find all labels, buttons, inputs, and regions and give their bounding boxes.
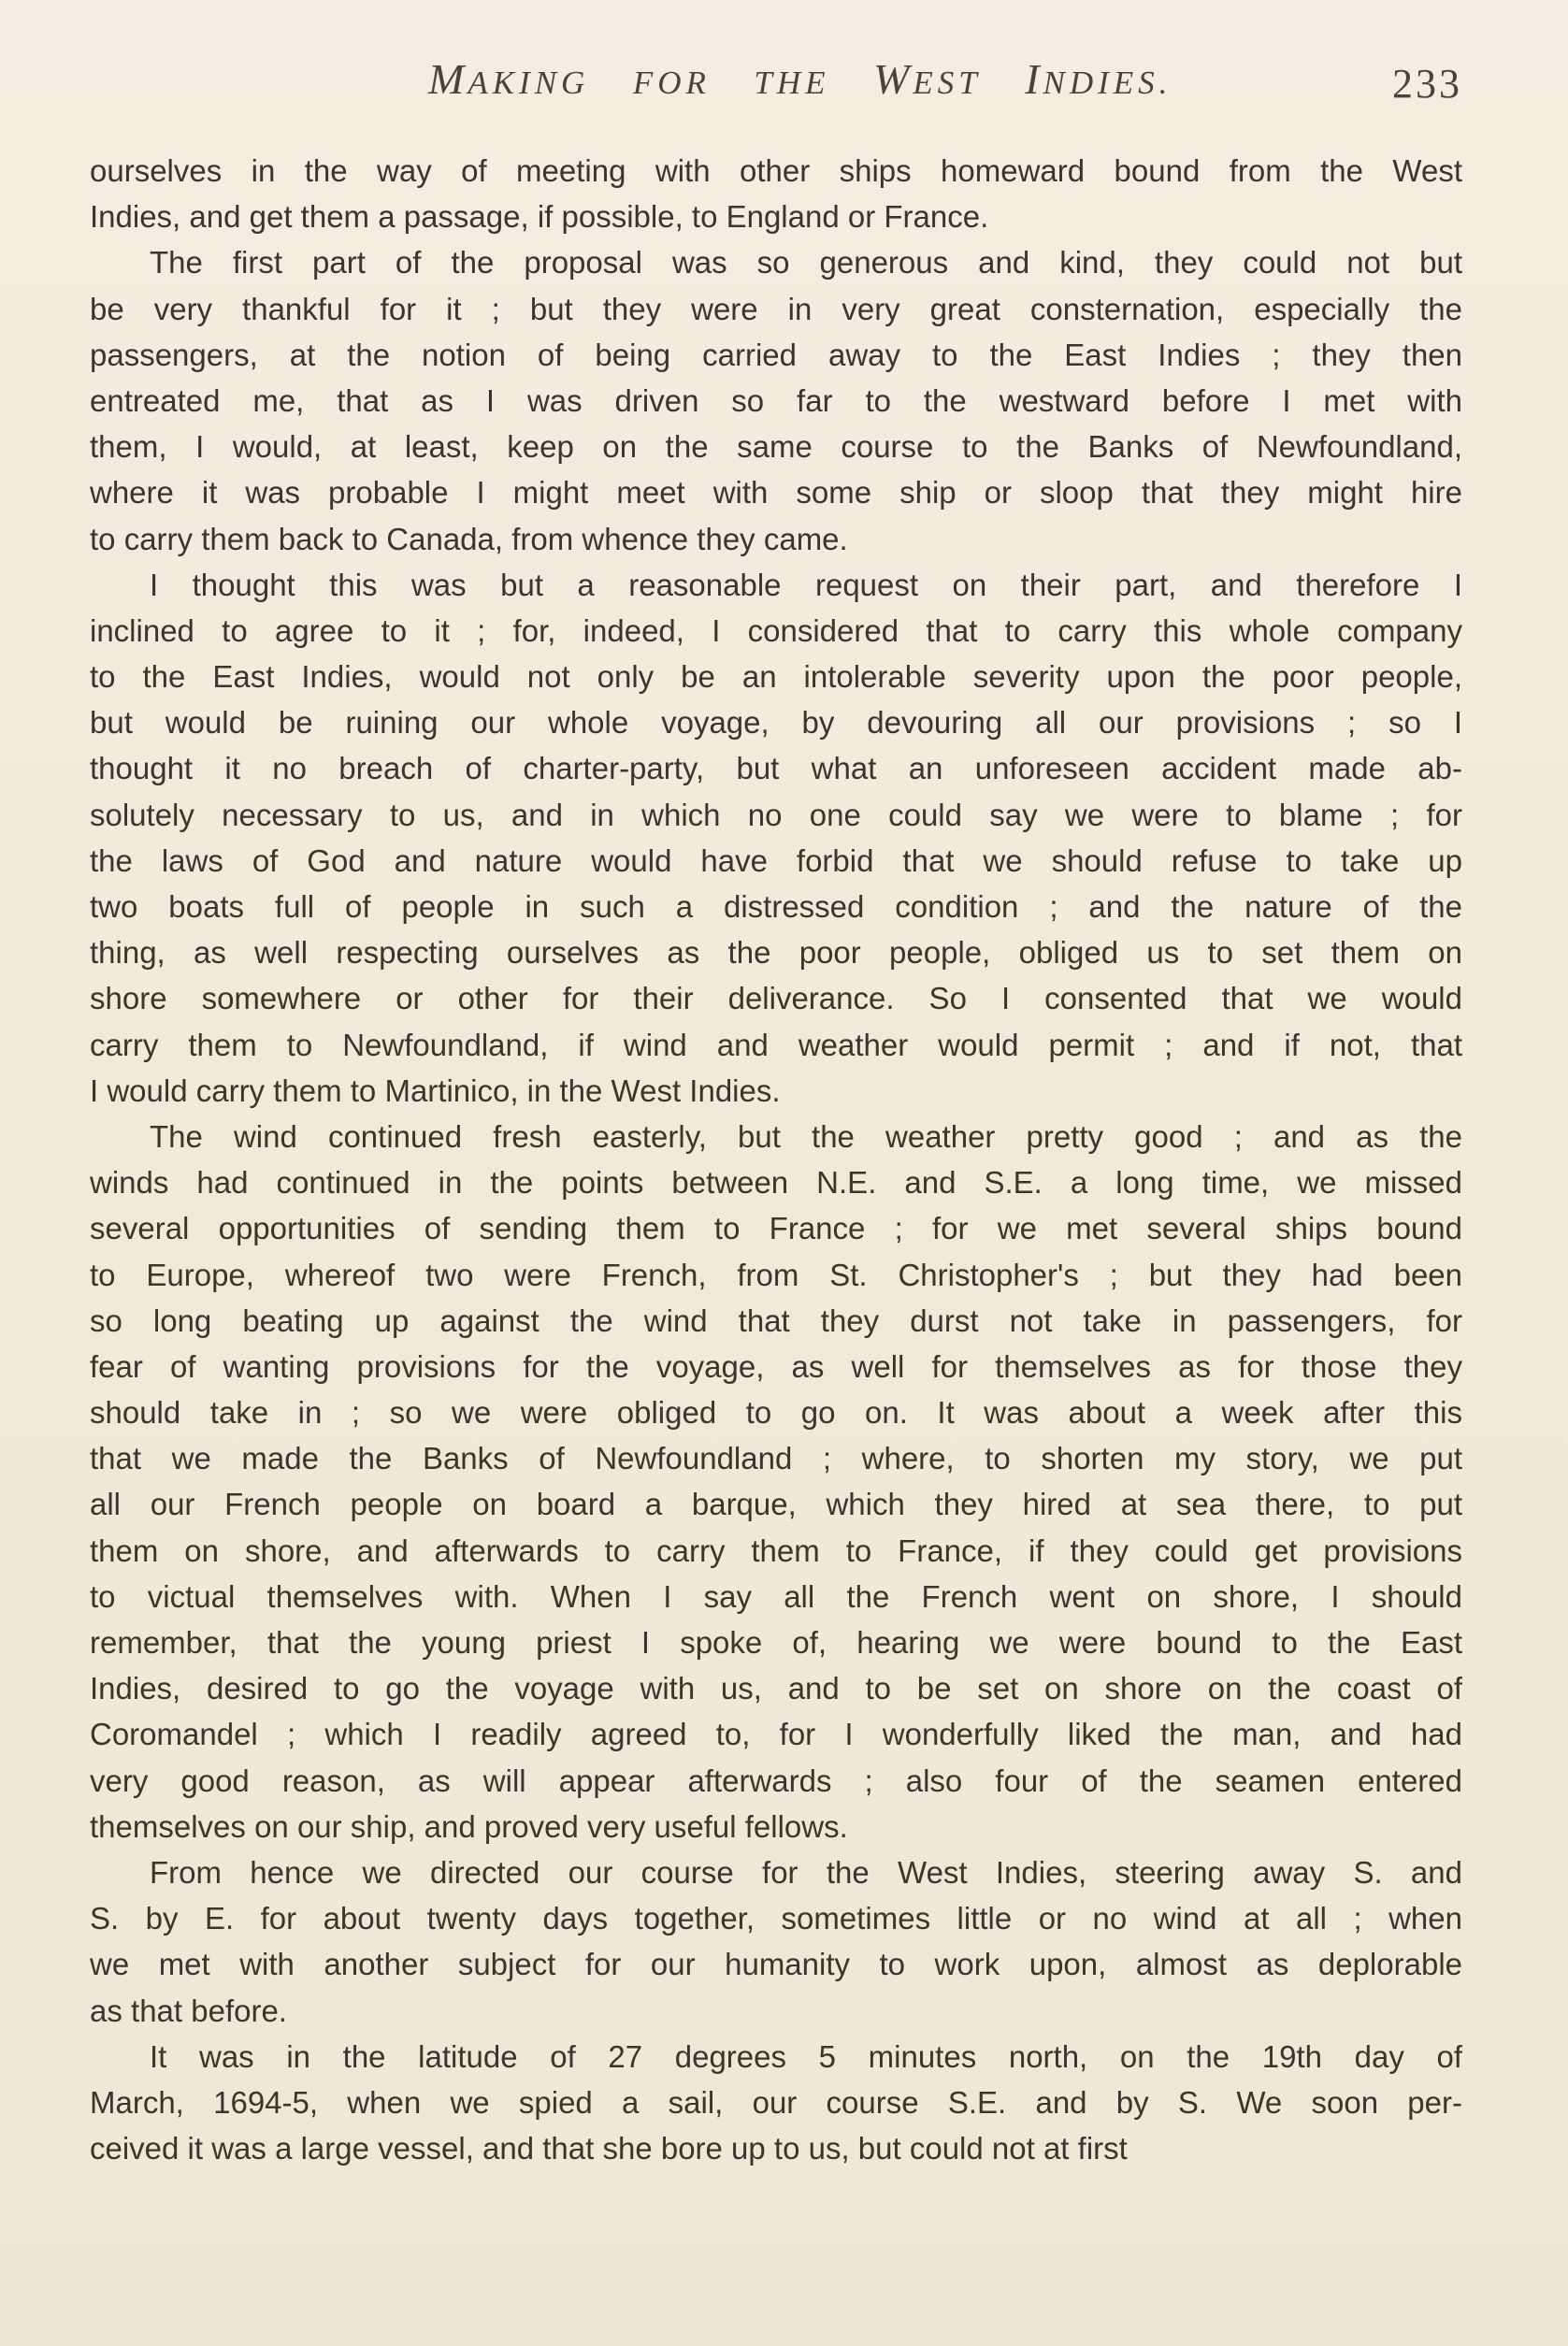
text-line: entreated me, that as I was driven so far to the westward before I met with: [90, 382, 1462, 418]
text-line: carry them to Newfoundland, if wind and weather would permit ; and if not, that: [90, 1027, 1462, 1062]
running-title-word-4: WEST: [873, 55, 982, 103]
text-line: two boats full of people in such a distressed condition ; and the nature of the: [90, 889, 1462, 924]
body-text: [90, 148, 1462, 2171]
page-number: 233: [1392, 61, 1462, 107]
text-line: that we made the Banks of Newfoundland ; where, to shorten my story, we put: [90, 1441, 1462, 1476]
text-line: inclined to agree to it ; for, indeed, I considered that to carry this whole company: [90, 612, 1462, 648]
paragraph: [90, 1849, 1462, 2034]
text-line: fear of wanting provisions for the voyage, as well for themselves as for those they: [90, 1348, 1462, 1384]
running-title-word-5: INDIES.: [1025, 55, 1172, 103]
text-line: very good reason, as will appear afterwards ; also four of the seamen entered: [90, 1763, 1462, 1798]
text-line: March, 1694-5, when we spied a sail, our course S.E. and by S. We soon per-: [90, 2084, 1462, 2120]
text-line: From hence we directed our course for the West Indies, steering away S. and: [150, 1854, 1462, 1890]
text-line: to victual themselves with. When I say all the French went on shore, I should: [90, 1578, 1462, 1614]
text-line: to Europe, whereof two were French, from St. Christopher's ; but they had been: [90, 1257, 1462, 1292]
text-line: where it was probable I might meet with some ship or sloop that they might hire: [90, 475, 1462, 511]
text-line: ceived it was a large vessel, and that she bore up to us, but could not at first: [90, 2131, 1128, 2166]
text-line: several opportunities of sending them to France ; for we met several ships bound: [90, 1211, 1462, 1246]
paragraph: [90, 1114, 1462, 1849]
text-line: should take in ; so we were obliged to go on. It was about a week after this: [90, 1395, 1462, 1431]
text-line: thing, as well respecting ourselves as the poor people, obliged us to set them on: [90, 935, 1462, 971]
text-line: shore somewhere or other for their deliverance. So I consented that we would: [90, 981, 1462, 1016]
text-line: thought it no breach of charter-party, but what an unforeseen accident made ab-: [90, 751, 1462, 786]
text-line: Indies, desired to go the voyage with us, and to be set on shore on the coast of: [90, 1671, 1462, 1706]
text-line: winds had continued in the points between N.E. and S.E. a long time, we missed: [90, 1165, 1462, 1201]
text-line: passengers, at the notion of being carried away to the East Indies ; they then: [90, 337, 1462, 372]
running-title: [428, 54, 1172, 104]
text-line: all our French people on board a barque, which they hired at sea there, to put: [90, 1487, 1462, 1522]
text-line: ourselves in the way of meeting with other ships homeward bound from the West: [90, 153, 1462, 188]
text-line: them on shore, and afterwards to carry them to France, if they could get provisions: [90, 1533, 1462, 1568]
running-title-word-2: FOR: [632, 65, 711, 101]
text-line: to carry them back to Canada, from whence they came.: [90, 521, 848, 556]
text-line: S. by E. for about twenty days together, sometimes little or no wind at all ; when: [90, 1901, 1462, 1936]
text-line: as that before.: [90, 1993, 287, 2028]
text-line: but would be ruining our whole voyage, by devouring all our provisions ; so I: [90, 705, 1462, 741]
text-line: the laws of God and nature would have forbid that we should refuse to take up: [90, 842, 1462, 878]
text-line: The first part of the proposal was so generous and kind, they could not but: [150, 245, 1462, 281]
running-title-word-1: MAKING: [428, 55, 590, 103]
paragraph: [90, 148, 1462, 239]
text-line: I would carry them to Martinico, in the West Indies.: [90, 1072, 781, 1108]
text-line: them, I would, at least, keep on the same course to the Banks of Newfoundland,: [90, 429, 1462, 465]
text-line: so long beating up against the wind that they durst not take in passengers, for: [90, 1303, 1462, 1338]
running-title-word-3: THE: [754, 65, 830, 101]
text-line: I thought this was but a reasonable request on their part, and therefore I: [150, 567, 1462, 602]
paragraph: [90, 2034, 1462, 2172]
text-line: It was in the latitude of 27 degrees 5 minutes north, on the 19th day of: [150, 2038, 1462, 2074]
paragraph: [90, 562, 1462, 1114]
text-line: we met with another subject for our humanity to work upon, almost as deplorable: [90, 1947, 1462, 1982]
text-line: remember, that the young priest I spoke of, hearing we were bound to the East: [90, 1625, 1462, 1660]
text-line: solutely necessary to us, and in which no one could say we were to blame ; for: [90, 797, 1462, 832]
text-line: The wind continued fresh easterly, but the weather pretty good ; and as the: [150, 1118, 1462, 1154]
page-header: [90, 54, 1462, 120]
paragraph: [90, 239, 1462, 561]
text-line: Indies, and get them a passage, if possible, to England or France.: [90, 199, 989, 235]
text-line: to the East Indies, would not only be an intolerable severity upon the poor people,: [90, 659, 1462, 695]
text-line: Coromandel ; which I readily agreed to, for I wonderfully liked the man, and had: [90, 1717, 1462, 1752]
text-line: be very thankful for it ; but they were in very great consternation, especially the: [90, 291, 1462, 326]
text-line: themselves on our ship, and proved very useful fellows.: [90, 1808, 848, 1844]
